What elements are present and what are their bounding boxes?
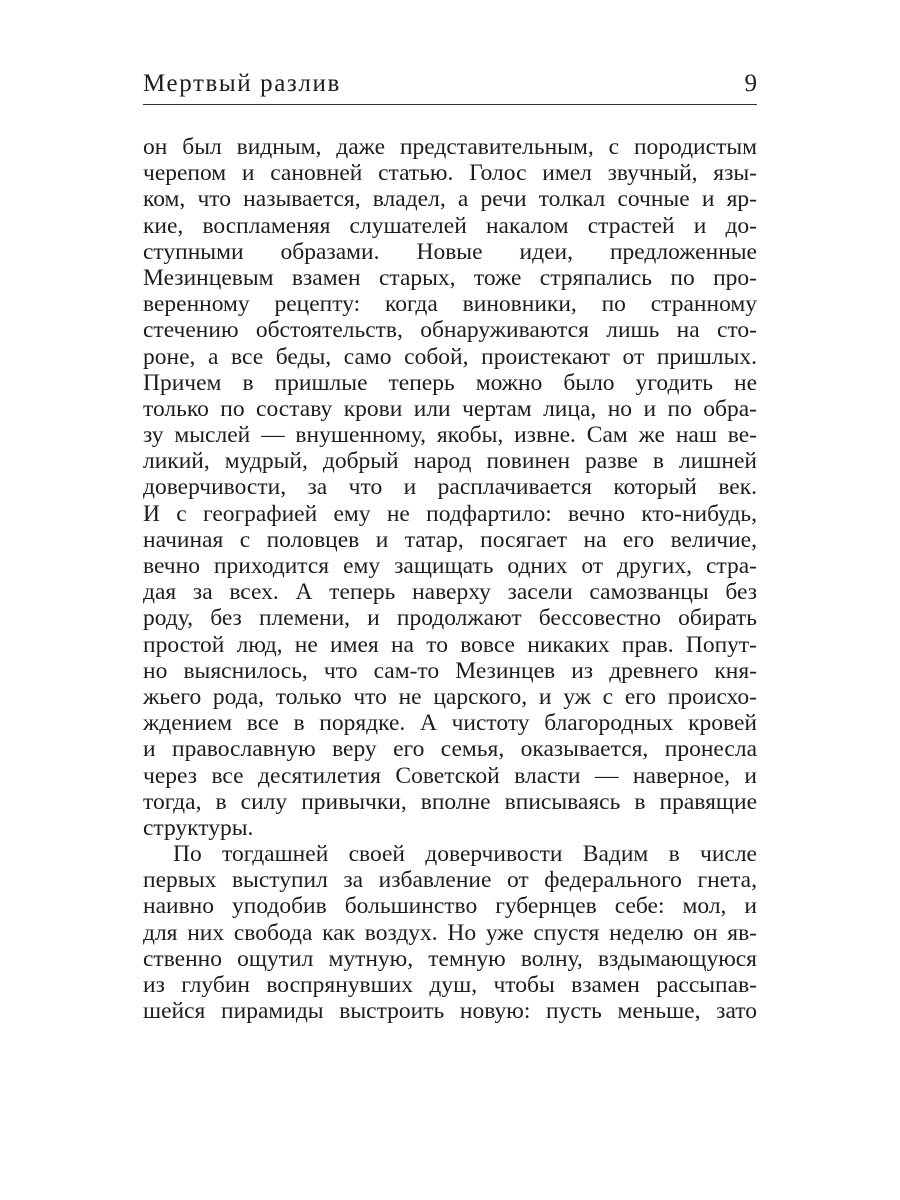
text-line: зу мыслей — внушенному, якобы, извне. Сам же наш ве- xyxy=(143,422,757,449)
body-text xyxy=(143,134,757,1024)
text-line: первых выступил за избавление от федерального гнета, xyxy=(143,867,757,894)
text-line: через все десятилетия Советской власти — наверное, и xyxy=(143,762,757,789)
text-line: структуры. xyxy=(143,814,254,841)
paragraph xyxy=(143,134,757,841)
text-line: Мезинцевым взамен старых, тоже стряпались по про- xyxy=(143,264,757,291)
running-title: Мертвый разлив xyxy=(143,70,341,97)
text-line: ликий, мудрый, добрый народ повинен разве в лишней xyxy=(143,448,757,475)
text-line: дая за всех. А теперь наверху засели самозванцы без xyxy=(143,579,757,606)
text-line: роду, без племени, и продолжают бессовестно обирать xyxy=(143,605,757,632)
text-line: роне, а все беды, само собой, проистекают от пришлых. xyxy=(143,343,757,370)
text-line: только по составу крови или чертам лица, но и по обра- xyxy=(143,395,757,422)
text-line: По тогдашней своей доверчивости Вадим в числе xyxy=(173,841,757,868)
page-number: 9 xyxy=(744,70,757,97)
text-line: простой люд, не имея на то вовсе никаких прав. Попут- xyxy=(143,631,757,658)
text-line: и православную веру его семья, оказывается, пронесла xyxy=(143,736,757,763)
text-line: доверчивости, за что и расплачивается который век. xyxy=(143,474,757,501)
text-line: веренному рецепту: когда виновники, по странному xyxy=(143,291,757,318)
text-line: для них свобода как воздух. Но уже спустя неделю он яв- xyxy=(143,919,757,946)
text-line: кие, воспламеняя слушателей накалом страстей и до- xyxy=(143,212,757,239)
text-line: ступными образами. Новые идеи, предложенные xyxy=(143,238,757,265)
text-line: Причем в пришлые теперь можно было угодить не xyxy=(143,369,757,396)
text-line: ственно ощутил мутную, темную волну, вздымающуюся xyxy=(143,945,757,972)
text-line: наивно уподобив большинство губернцев себе: мол, и xyxy=(143,893,757,920)
text-line: шейся пирамиды выстроить новую: пусть меньше, зато xyxy=(143,998,757,1025)
text-line: ком, что называется, владел, а речи толкал сочные и яр- xyxy=(143,186,757,213)
text-line: он был видным, даже представительным, с породистым xyxy=(143,134,757,160)
text-line: ждением все в порядке. А чистоту благородных кровей xyxy=(143,710,757,737)
text-line: стечению обстоятельств, обнаруживаются лишь на сто- xyxy=(143,317,757,344)
text-line: начиная с половцев и татар, посягает на его величие, xyxy=(143,526,757,553)
text-line: вечно приходится ему защищать одних от других, стра- xyxy=(143,553,757,579)
text-line: жьего рода, только что не царского, и уж с его происхо- xyxy=(143,683,757,710)
text-line: тогда, в силу привычки, вполне вписываясь в правящие xyxy=(143,788,757,815)
text-line: И с географией ему не подфартило: вечно кто-нибудь, xyxy=(143,500,757,527)
text-line: но выяснилось, что сам-то Мезинцев из древнего кня- xyxy=(143,657,757,684)
page-header xyxy=(143,68,757,105)
text-line: черепом и сановней статью. Голос имел звучный, язы- xyxy=(143,160,757,187)
text-line: из глубин воспрянувших душ, чтобы взамен рассыпав- xyxy=(143,972,757,998)
paragraph xyxy=(143,841,757,1024)
